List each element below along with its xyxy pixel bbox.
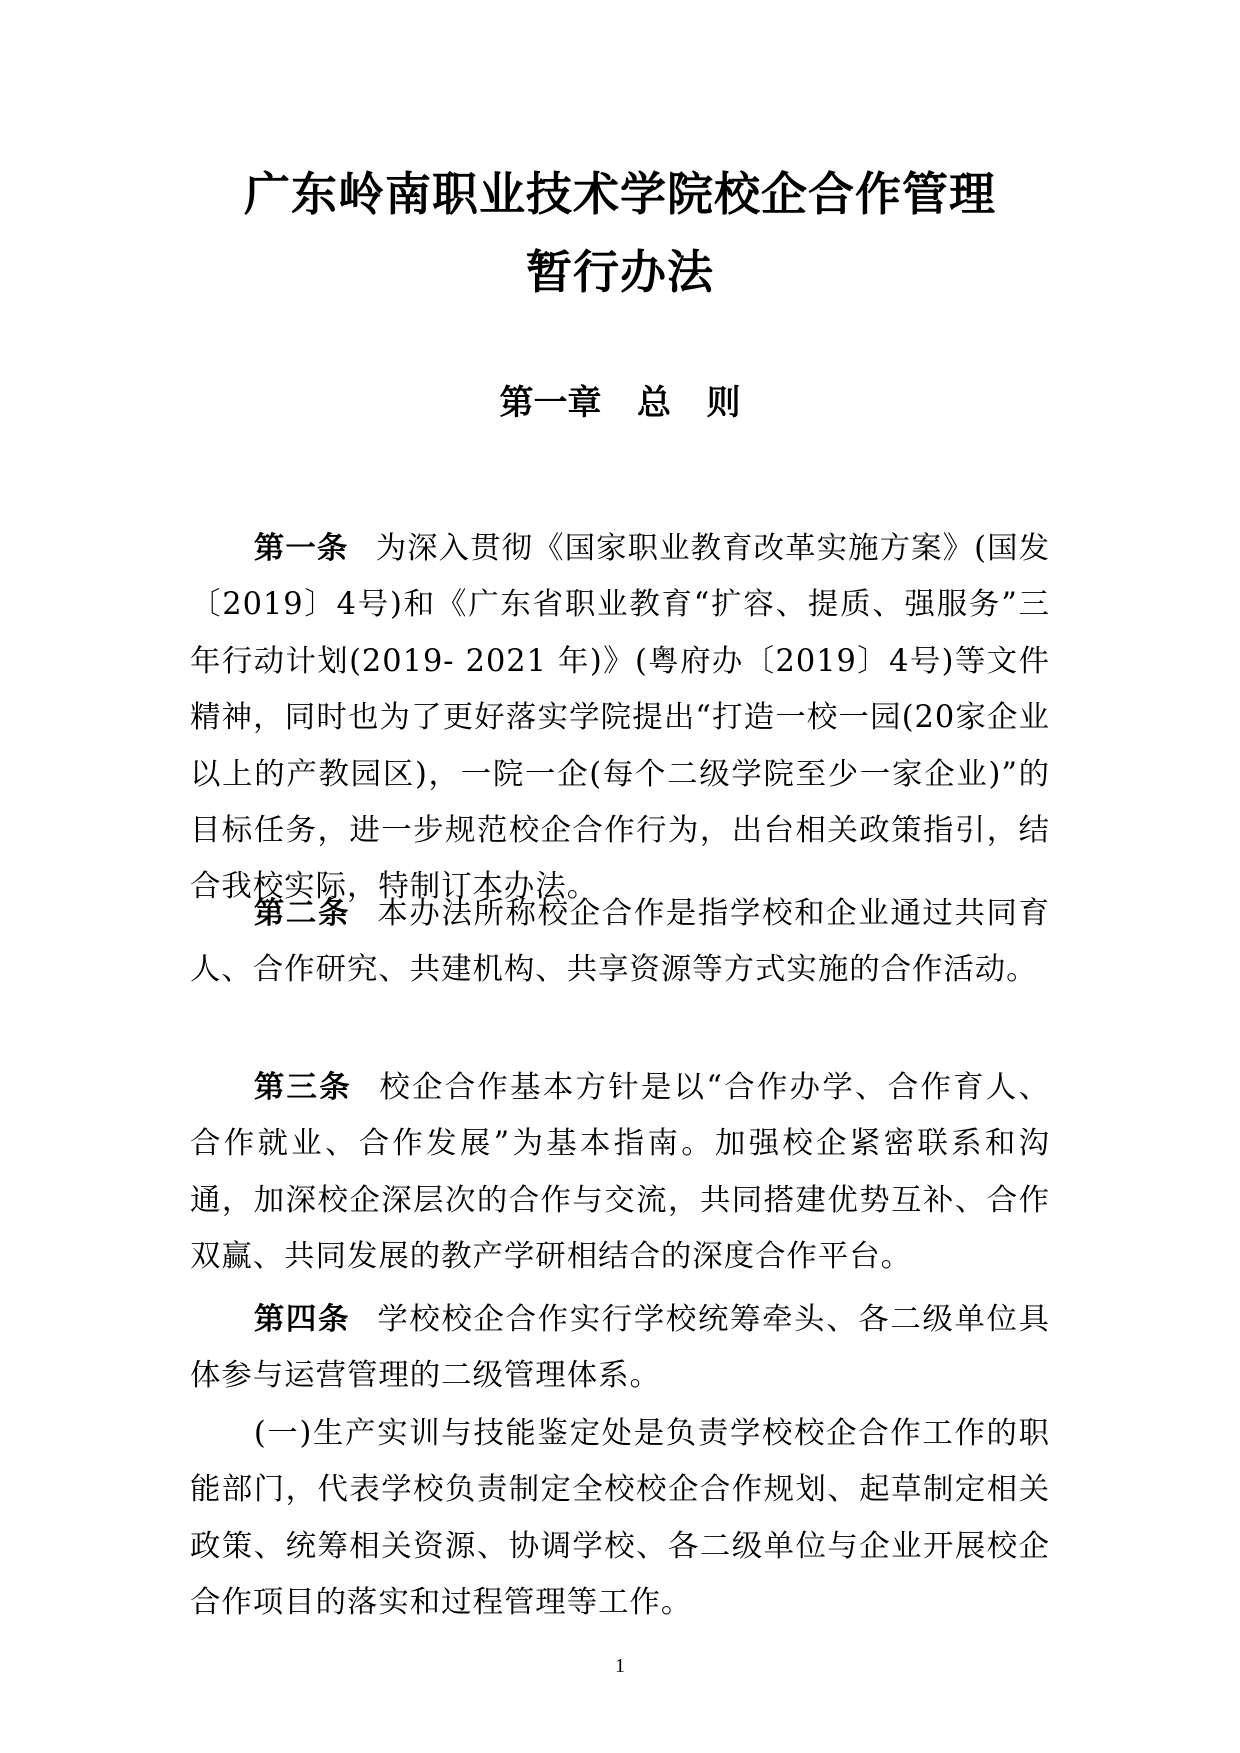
article-label: 第一条 xyxy=(253,531,349,566)
item-text: (一)生产实训与技能鉴定处是负责学校校企合作工作的职能部门，代表学校负责制定全校校企合作规划、起草制定相关政策、统筹相关资源、协调学校、各二级单位与企业开展校企合作项目的落实和过程管理等工作。 xyxy=(190,1416,1050,1621)
article-label: 第三条 xyxy=(253,1070,352,1105)
article-3 xyxy=(190,1060,1050,1286)
article-label: 第二条 xyxy=(253,896,351,931)
document-title-line-1: 广东岭南职业技术学院校企合作管理 xyxy=(244,167,996,221)
article-text: 为深入贯彻《国家职业教育改革实施方案》(国发〔2019〕4号)和《广东省职业教育“扩容、提质、强服务”三年行动计划(2019- 2021 年)》(粤府办〔2019〕4号)等文件精神，同时也为了更好落实学院提出“打造一校一园(20家企业以上的产教园区)，一院一企(每个二级学院至少一家企业)”的目标任务，进一步规范校企合作行为，出台相关政策指引，结合我校实际，特制订本办法。 xyxy=(190,531,1050,905)
document-title-line-2: 暂行办法 xyxy=(526,245,714,299)
article-4-item-1 xyxy=(190,1406,1050,1632)
article-label: 第四条 xyxy=(253,1302,351,1337)
article-4 xyxy=(190,1292,1050,1405)
article-text: 学校校企合作实行学校统筹牵头、各二级单位具体参与运营管理的二级管理体系。 xyxy=(190,1302,1050,1394)
article-text: 校企合作基本方针是以“合作办学、合作育人、合作就业、合作发展”为基本指南。加强校企紧密联系和沟通，加深校企深层次的合作与交流，共同搭建优势互补、合作双赢、共同发展的教产学研相结合的深度合作平台。 xyxy=(190,1070,1050,1275)
page-number: 1 xyxy=(615,1655,625,1677)
article-1 xyxy=(190,521,1050,916)
article-text: 本办法所称校企合作是指学校和企业通过共同育人、合作研究、共建机构、共享资源等方式实施的合作活动。 xyxy=(190,896,1050,988)
article-2 xyxy=(190,886,1050,999)
chapter-heading: 第一章 总 则 xyxy=(499,383,741,423)
